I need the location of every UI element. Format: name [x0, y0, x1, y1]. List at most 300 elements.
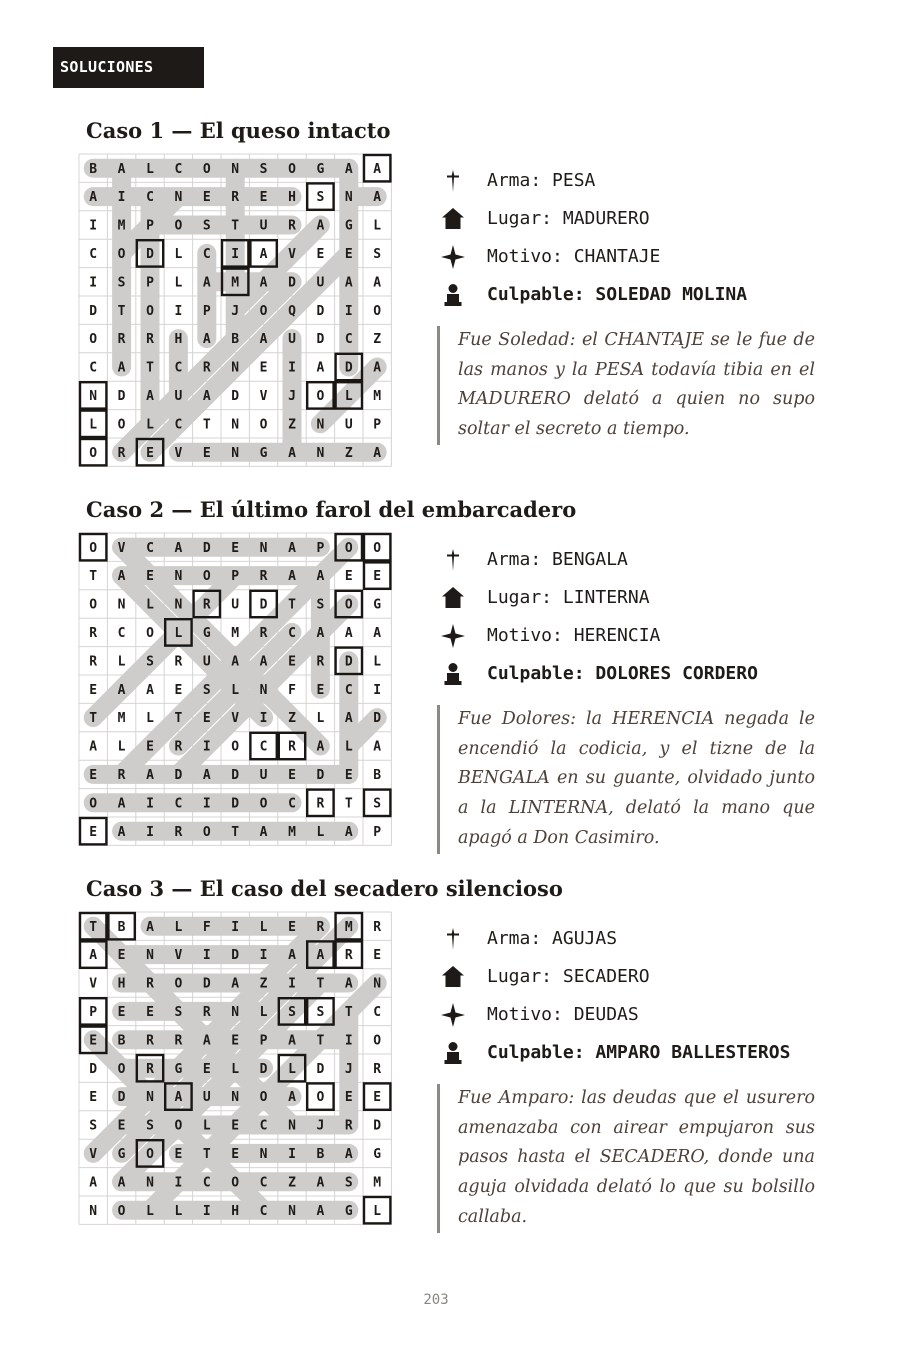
grid-letter: C [373, 1004, 382, 1020]
grid-letter: S [316, 597, 325, 613]
person-icon [440, 1040, 466, 1066]
grid-letter: Z [373, 332, 382, 348]
grid-letter: N [231, 360, 240, 376]
grid-letter: P [373, 417, 382, 433]
grid-letter: A [373, 739, 382, 755]
grid-letter: O [89, 332, 98, 348]
grid-letter: U [202, 654, 211, 670]
grid-letter: R [202, 1004, 211, 1020]
culprit-fact [440, 661, 880, 699]
grid-canvas [79, 912, 391, 1224]
grid-letter: L [373, 654, 382, 670]
grid-letter: L [316, 711, 325, 727]
case-title: Caso 2 — El último farol del embarcadero [86, 497, 577, 522]
grid-letter: R [146, 1033, 154, 1049]
grid-letter: T [174, 711, 183, 727]
grid-letter: A [259, 332, 268, 348]
grid-letter: I [202, 796, 211, 812]
grid-letter: E [373, 569, 382, 585]
grid-letter: O [259, 796, 268, 812]
grid-letter: L [174, 1203, 183, 1219]
culprit-text: Culpable: DOLORES CORDERO [487, 663, 758, 684]
grid-letter: E [202, 445, 211, 461]
grid-letter: O [259, 303, 268, 319]
grid-letter: V [89, 976, 98, 992]
grid-letter: A [89, 739, 98, 755]
grid-letter: T [316, 976, 325, 992]
grid-letter: T [231, 824, 240, 840]
grid-letter: S [202, 218, 211, 234]
grid-letter: E [259, 190, 268, 206]
grid-letter: O [117, 246, 126, 262]
grid-letter: M [231, 275, 240, 291]
grid-letter: A [174, 1090, 183, 1106]
grid-letter: I [259, 948, 268, 964]
grid-letter: A [146, 767, 154, 783]
grid-letter: R [288, 739, 296, 755]
grid-letter: S [316, 190, 325, 206]
grid-letter: R [231, 190, 240, 206]
grid-letter: E [117, 1118, 126, 1134]
grid-letter: T [89, 569, 98, 585]
grid-letter: C [259, 1118, 268, 1134]
grid-letter: N [231, 1004, 240, 1020]
grid-letter: D [146, 246, 154, 262]
grid-letter: O [259, 417, 268, 433]
motive-fact [440, 623, 880, 661]
grid-letter: E [202, 1061, 211, 1077]
grid-letter: D [373, 1118, 382, 1134]
grid-letter: D [174, 767, 183, 783]
grid-letter: I [288, 1146, 296, 1162]
grid-letter: C [259, 739, 268, 755]
grid-letter: E [174, 682, 183, 698]
grid-letter: D [202, 976, 211, 992]
grid-letter: R [288, 218, 296, 234]
grid-letter: S [373, 246, 382, 262]
grid-letter: S [202, 682, 211, 698]
grid-letter: V [288, 246, 296, 262]
grid-letter: O [231, 739, 240, 755]
grid-letter: S [174, 1004, 183, 1020]
grid-letter: L [316, 824, 325, 840]
grid-letter: D [344, 360, 353, 376]
grid-letter: U [174, 388, 183, 404]
grid-letter: U [231, 597, 240, 613]
grid-letter: G [259, 445, 268, 461]
grid-letter: E [373, 948, 382, 964]
grid-letter: A [373, 445, 382, 461]
grid-letter: P [202, 303, 211, 319]
grid-letter: D [344, 654, 353, 670]
grid-letter: I [288, 976, 296, 992]
grid-letter: D [316, 1061, 325, 1077]
grid-letter: U [259, 767, 268, 783]
grid-letter: T [316, 1033, 325, 1049]
grid-letter: E [231, 1118, 240, 1134]
grid-letter: B [373, 767, 382, 783]
grid-letter: I [288, 360, 296, 376]
grid-letter: D [117, 388, 126, 404]
grid-letter: D [89, 1061, 98, 1077]
grid-letter: S [288, 1004, 296, 1020]
grid-letter: A [146, 388, 154, 404]
grid-letter: B [316, 1146, 325, 1162]
grid-letter: L [117, 739, 126, 755]
grid-letter: N [174, 597, 183, 613]
house-icon [440, 964, 466, 990]
grid-letter: E [202, 190, 211, 206]
grid-letter: N [117, 597, 126, 613]
grid-letter: U [259, 218, 268, 234]
grid-canvas [79, 533, 391, 845]
grid-letter: C [344, 332, 353, 348]
grid-letter: I [89, 275, 98, 291]
grid-letter: L [202, 1118, 211, 1134]
grid-letter: A [344, 711, 353, 727]
grid-letter: D [231, 796, 240, 812]
grid-letter: O [202, 824, 211, 840]
grid-letter: A [316, 1203, 325, 1219]
grid-letter: A [344, 275, 353, 291]
dagger-icon [440, 926, 466, 952]
grid-letter: E [117, 1004, 126, 1020]
grid-letter: P [259, 1033, 268, 1049]
grid-letter: L [344, 739, 353, 755]
grid-letter: N [373, 976, 382, 992]
grid-letter: A [344, 824, 353, 840]
grid-letter: D [259, 1061, 268, 1077]
grid-letter: Z [288, 711, 296, 727]
grid-letter: R [373, 919, 382, 935]
grid-letter: O [316, 388, 325, 404]
grid-letter: D [316, 332, 325, 348]
grid-letter: L [288, 1061, 296, 1077]
grid-letter: O [117, 1203, 126, 1219]
grid-letter: A [316, 360, 325, 376]
grid-letter: R [202, 597, 211, 613]
grid-letter: E [288, 654, 296, 670]
place-fact [440, 206, 880, 244]
grid-letter: P [89, 1004, 98, 1020]
grid-letter: T [344, 796, 353, 812]
grid-letter: P [231, 569, 240, 585]
grid-letter: M [373, 388, 382, 404]
grid-letter: L [146, 711, 154, 727]
grid-letter: L [146, 417, 154, 433]
grid-letter: C [259, 1203, 268, 1219]
grid-letter: R [316, 654, 325, 670]
section-tab: SOLUCIONES [53, 47, 204, 88]
grid-letter: O [259, 1090, 268, 1106]
grid-letter: V [89, 1146, 98, 1162]
grid-letter: L [89, 417, 98, 433]
grid-letter: N [146, 1175, 154, 1191]
grid-letter: E [259, 360, 268, 376]
dagger-icon [440, 547, 466, 573]
grid-letter: A [259, 824, 268, 840]
grid-letter: R [259, 569, 268, 585]
grid-letter: A [89, 190, 98, 206]
motive-text: Motivo: HERENCIA [487, 625, 661, 646]
grid-letter: D [231, 767, 240, 783]
grid-letter: G [174, 1061, 183, 1077]
grid-letter: N [174, 190, 183, 206]
grid-letter: R [373, 1061, 382, 1077]
grid-letter: O [344, 597, 353, 613]
grid-letter: A [344, 1146, 353, 1162]
culprit-fact [440, 1040, 880, 1078]
grid-letter: S [373, 796, 382, 812]
grid-letter: V [174, 445, 183, 461]
grid-letter: T [202, 417, 211, 433]
grid-letter: L [174, 275, 183, 291]
grid-letter: S [316, 1004, 325, 1020]
grid-letter: M [288, 824, 296, 840]
grid-letter: R [146, 332, 154, 348]
grid-letter: A [316, 218, 325, 234]
grid-letter: O [373, 303, 382, 319]
grid-letter: L [174, 625, 183, 641]
grid-letter: N [259, 1146, 268, 1162]
place-text: Lugar: MADURERO [487, 208, 650, 229]
grid-letter: C [89, 246, 98, 262]
grid-letter: I [174, 303, 183, 319]
grid-letter: A [146, 919, 154, 935]
grid-letter: I [202, 948, 211, 964]
grid-letter: O [146, 625, 154, 641]
grid-letter: A [373, 625, 382, 641]
case-explanation: Fue Soledad: el CHANTAJE se le fue de las manos y la PESA todavía tibia en el MADURERO delató a quien no supo soltar el secreto a tiempo. [437, 326, 815, 445]
grid-letter: A [259, 654, 268, 670]
grid-letter: O [344, 540, 353, 556]
grid-letter: M [344, 919, 353, 935]
grid-letter: S [344, 1175, 353, 1191]
grid-letter: A [373, 161, 382, 177]
weapon-text: Arma: BENGALA [487, 549, 628, 570]
grid-letter: A [117, 824, 126, 840]
grid-letter: G [373, 1146, 382, 1162]
culprit-text: Culpable: AMPARO BALLESTEROS [487, 1042, 791, 1063]
grid-letter: E [89, 824, 98, 840]
grid-letter: P [146, 218, 154, 234]
grid-letter: I [174, 1175, 183, 1191]
grid-letter: S [259, 161, 268, 177]
motive-text: Motivo: CHANTAJE [487, 246, 661, 267]
grid-letter: L [146, 161, 154, 177]
case-explanation: Fue Dolores: la HERENCIA negada le encendió la codicia, y el tizne de la BENGALA en su guante, olvidado junto a la LINTERNA, delató la mano que apagó a Don Casimiro. [437, 705, 815, 854]
grid-letter: E [117, 948, 126, 964]
grid-letter: R [174, 739, 183, 755]
grid-letter: N [146, 1090, 154, 1106]
grid-letter: T [202, 1146, 211, 1162]
grid-letter: R [202, 360, 211, 376]
grid-letter: C [174, 417, 183, 433]
grid-letter: Z [344, 445, 353, 461]
grid-letter: C [146, 190, 154, 206]
grid-letter: B [117, 919, 126, 935]
grid-letter: D [202, 540, 211, 556]
grid-letter: T [117, 303, 126, 319]
grid-letter: E [231, 540, 240, 556]
grid-letter: M [373, 1175, 382, 1191]
grid-letter: L [259, 919, 268, 935]
grid-letter: J [231, 303, 240, 319]
grid-letter: A [117, 1175, 126, 1191]
grid-letter: N [231, 445, 240, 461]
grid-letter: H [231, 1203, 240, 1219]
grid-letter: F [202, 919, 211, 935]
grid-letter: O [373, 1033, 382, 1049]
grid-letter: A [288, 540, 296, 556]
grid-letter: R [89, 625, 98, 641]
grid-letter: I [259, 711, 268, 727]
grid-letter: M [117, 711, 126, 727]
grid-letter: D [231, 388, 240, 404]
grid-letter: H [117, 976, 126, 992]
grid-letter: I [373, 682, 382, 698]
weapon-text: Arma: AGUJAS [487, 928, 618, 949]
grid-letter: R [146, 1061, 154, 1077]
grid-letter: Z [259, 976, 268, 992]
grid-letter: O [146, 303, 154, 319]
grid-letter: B [231, 332, 240, 348]
grid-letter: E [146, 739, 154, 755]
case-title: Caso 3 — El caso del secadero silencioso [86, 876, 563, 901]
grid-letter: O [174, 218, 183, 234]
grid-letter: D [117, 1090, 126, 1106]
grid-letter: T [89, 919, 98, 935]
case-facts [440, 168, 880, 320]
grid-letter: A [117, 360, 126, 376]
grid-letter: A [316, 739, 325, 755]
case-facts [440, 926, 880, 1078]
grid-letter: O [89, 540, 98, 556]
grid-canvas [79, 154, 391, 466]
grid-letter: O [146, 1146, 154, 1162]
grid-letter: R [117, 445, 126, 461]
grid-letter: C [288, 796, 296, 812]
grid-letter: O [288, 161, 296, 177]
grid-letter: A [202, 1033, 211, 1049]
grid-letter: M [231, 625, 240, 641]
grid-letter: O [373, 540, 382, 556]
grid-letter: C [344, 682, 353, 698]
grid-letter: A [316, 948, 325, 964]
grid-letter: I [231, 246, 240, 262]
grid-letter: N [344, 190, 353, 206]
grid-letter: O [174, 976, 183, 992]
grid-letter: G [344, 1203, 353, 1219]
grid-letter: S [146, 654, 154, 670]
grid-letter: G [202, 625, 211, 641]
grid-letter: L [117, 654, 126, 670]
grid-letter: L [373, 218, 382, 234]
grid-letter: D [373, 711, 382, 727]
grid-letter: A [117, 161, 126, 177]
grid-letter: P [373, 824, 382, 840]
grid-letter: Q [288, 303, 296, 319]
grid-letter: Z [288, 1175, 296, 1191]
grid-letter: A [202, 767, 211, 783]
grid-letter: A [344, 625, 353, 641]
grid-letter: A [202, 388, 211, 404]
grid-letter: A [316, 569, 325, 585]
grid-letter: A [117, 796, 126, 812]
case-explanation: Fue Amparo: las deudas que el usurero amenazaba con airear empujaron sus pasos hasta el SECADERO, donde una aguja olvidada delató lo que su bolsillo callaba. [437, 1084, 815, 1233]
grid-letter: O [117, 1061, 126, 1077]
house-icon [440, 206, 466, 232]
grid-letter: E [231, 1033, 240, 1049]
case-title: Caso 1 — El queso intacto [86, 118, 391, 143]
grid-letter: T [89, 711, 98, 727]
grid-letter: V [174, 948, 183, 964]
grid-letter: E [89, 682, 98, 698]
grid-letter: O [89, 796, 98, 812]
grid-letter: A [316, 1175, 325, 1191]
grid-letter: G [316, 161, 325, 177]
grid-letter: R [174, 824, 183, 840]
weapon-fact [440, 926, 880, 964]
grid-letter: N [174, 569, 183, 585]
grid-letter: Z [288, 417, 296, 433]
grid-letter: I [202, 739, 211, 755]
case-facts [440, 547, 880, 699]
grid-letter: G [117, 1146, 126, 1162]
grid-letter: H [288, 190, 296, 206]
culprit-text: Culpable: SOLEDAD MOLINA [487, 284, 748, 305]
grid-letter: E [146, 445, 154, 461]
grid-letter: A [344, 976, 353, 992]
grid-letter: E [146, 1004, 154, 1020]
grid-letter: I [344, 303, 353, 319]
grid-letter: E [288, 919, 296, 935]
grid-letter: A [231, 976, 240, 992]
grid-letter: O [231, 1175, 240, 1191]
grid-letter: U [344, 417, 353, 433]
grid-letter: S [89, 1118, 98, 1134]
grid-letter: L [174, 246, 183, 262]
grid-letter: A [344, 161, 353, 177]
grid-letter: S [117, 275, 126, 291]
grid-letter: I [344, 1033, 353, 1049]
grid-letter: R [146, 976, 154, 992]
grid-letter: R [117, 767, 126, 783]
grid-letter: A [373, 275, 382, 291]
grid-letter: E [316, 682, 325, 698]
grid-letter: G [373, 597, 382, 613]
star-icon [440, 244, 466, 270]
grid-letter: N [89, 1203, 98, 1219]
grid-letter: E [89, 767, 98, 783]
grid-letter: B [89, 161, 98, 177]
grid-letter: A [288, 445, 296, 461]
motive-fact [440, 244, 880, 282]
grid-letter: A [288, 1033, 296, 1049]
grid-letter: N [316, 445, 325, 461]
grid-letter: C [174, 161, 183, 177]
grid-letter: S [146, 1118, 154, 1134]
grid-letter: F [288, 682, 296, 698]
grid-letter: A [373, 360, 382, 376]
weapon-fact [440, 168, 880, 206]
grid-letter: N [146, 948, 154, 964]
grid-letter: I [117, 190, 126, 206]
grid-letter: E [344, 1090, 353, 1106]
grid-letter: A [231, 654, 240, 670]
grid-letter: J [288, 388, 296, 404]
grid-letter: I [146, 824, 154, 840]
